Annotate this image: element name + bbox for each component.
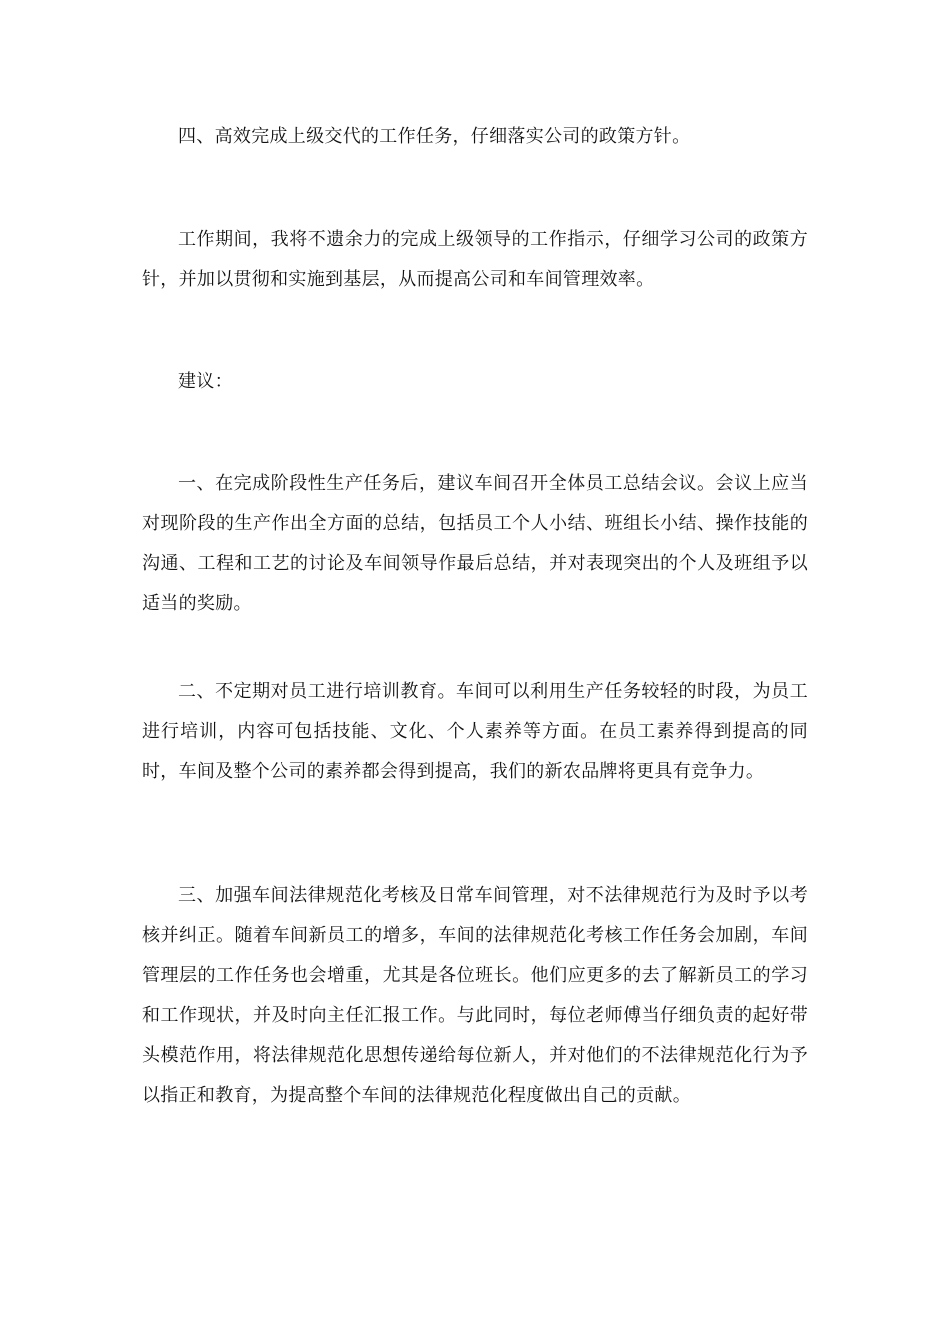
suggestion-one: 一、在完成阶段性生产任务后，建议车间召开全体员工总结会议。会议上应当对现阶段的生产作出全方面的总结，包括员工个人小结、班组长小结、操作技能的沟通、工程和工艺的讨论及车间领导作最后总结，并对表现突出的个人及班组予以适当的奖励。 bbox=[142, 473, 808, 614]
suggestion-three: 三、加强车间法律规范化考核及日常车间管理，对不法律规范行为及时予以考核并纠正。随着车间新员工的增多，车间的法律规范化考核工作任务会加剧，车间管理层的工作任务也会增重，尤其是各位班长。他们应更多的去了解新员工的学习和工作现状，并及时向主任汇报工作。与此同时，每位老师傅当仔细负责的起好带头模范作用，将法律规范化思想传递给每位新人，并对他们的不法律规范化行为予以指正和教育，为提高整个车间的法律规范化程度做出自己的贡献。 bbox=[142, 885, 808, 1106]
suggestions-heading: 建议： bbox=[178, 371, 233, 392]
paragraph-work-period: 工作期间，我将不遗余力的完成上级领导的工作指示，仔细学习公司的政策方针，并加以贯彻和实施到基层，从而提高公司和车间管理效率。 bbox=[142, 229, 808, 290]
paragraph-section-four: 四、高效完成上级交代的工作任务，仔细落实公司的政策方针。 bbox=[178, 126, 691, 147]
suggestion-two: 二、不定期对员工进行培训教育。车间可以利用生产任务较轻的时段，为员工进行培训，内容可包括技能、文化、个人素养等方面。在员工素养得到提高的同时，车间及整个公司的素养都会得到提高，我们的新农品牌将更具有竞争力。 bbox=[142, 681, 808, 782]
